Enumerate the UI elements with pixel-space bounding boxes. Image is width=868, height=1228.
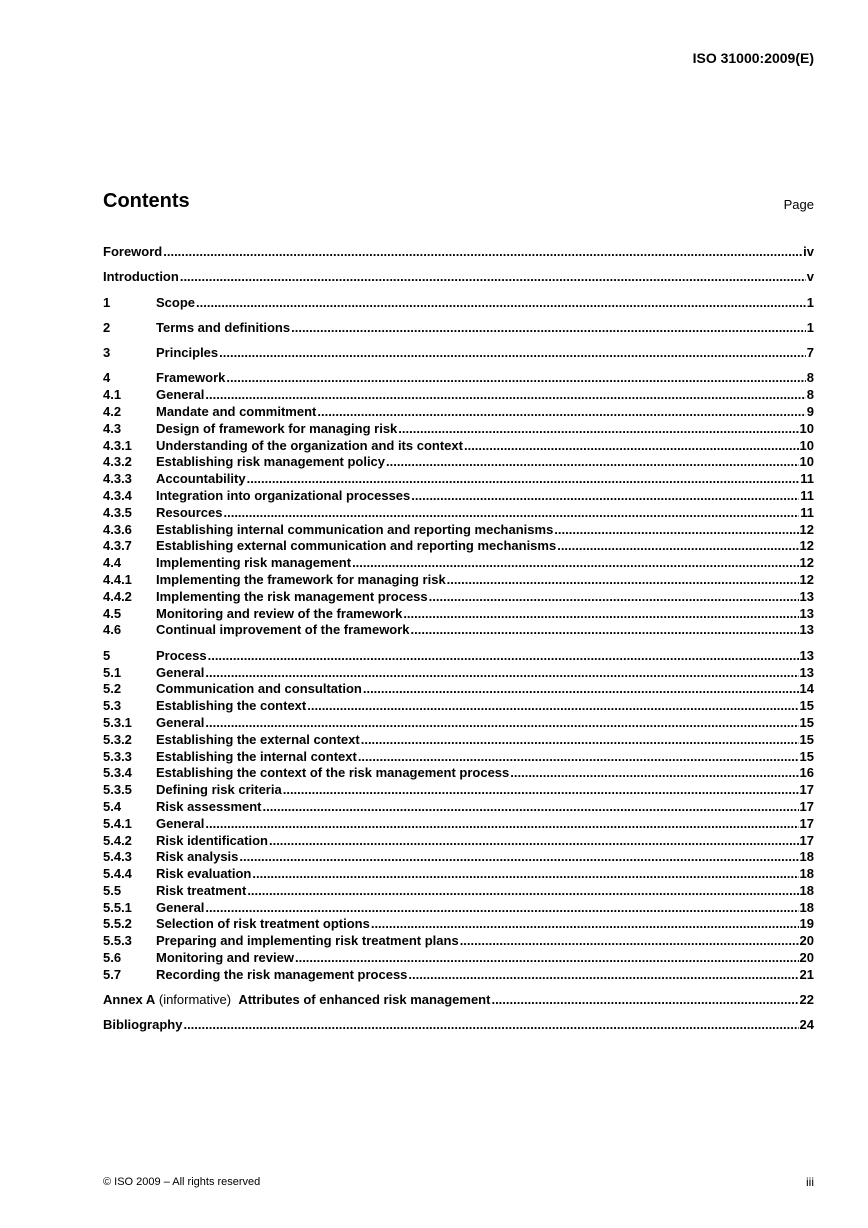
toc-entry-page: 13 — [799, 664, 814, 680]
toc-entry-page: 15 — [799, 748, 814, 764]
toc-group — [103, 269, 814, 286]
toc-entry[interactable] — [103, 505, 814, 522]
dot-leader — [411, 488, 799, 505]
toc-entry-title: Implementing the risk management process — [156, 588, 428, 604]
toc-entry-title: Understanding of the organization and its context — [156, 437, 463, 453]
toc-entry-title: Selection of risk treatment options — [156, 916, 370, 932]
annex-note: (informative) — [155, 992, 239, 1008]
toc-entry[interactable] — [103, 320, 814, 337]
toc-entry[interactable] — [103, 572, 814, 589]
dot-leader — [464, 438, 799, 455]
toc-entry-page: 20 — [799, 950, 814, 966]
toc-entry-title: Establishing external communication and reporting mechanisms — [156, 538, 557, 554]
toc-entry[interactable] — [103, 849, 814, 866]
toc-entry-title: Defining risk criteria — [156, 782, 282, 798]
toc-entry-page: 9 — [806, 404, 814, 420]
toc-entry[interactable] — [103, 715, 814, 732]
toc-entry[interactable] — [103, 681, 814, 698]
toc-entry-page: 18 — [799, 849, 814, 865]
toc-entry-number: 5.3.5 — [103, 782, 132, 798]
toc-entry-title: General — [156, 714, 205, 730]
dot-leader — [226, 370, 805, 387]
toc-entry[interactable] — [103, 454, 814, 471]
toc-entry-number: 5.7 — [103, 966, 122, 982]
dot-leader — [239, 849, 798, 866]
toc-entry-number: 5.4 — [103, 798, 122, 814]
toc-entry-title: Foreword — [103, 244, 163, 259]
toc-entry-page: 10 — [799, 454, 814, 470]
toc-entry-title: Recording the risk management process — [156, 966, 408, 982]
toc-entry[interactable] — [103, 244, 814, 261]
toc-entry-title: Communication and consultation — [156, 681, 362, 697]
toc-entry-page: 10 — [799, 437, 814, 453]
toc-entry-page: 16 — [799, 765, 814, 781]
toc-group — [103, 370, 814, 639]
toc-group — [103, 992, 814, 1009]
toc-entry-number: 4.3.4 — [103, 488, 132, 504]
toc-entry-title: Risk identification — [156, 832, 268, 848]
toc-entry-page: 17 — [799, 798, 814, 814]
dot-leader — [180, 269, 806, 286]
toc-entry[interactable] — [103, 648, 814, 665]
dot-leader — [358, 749, 799, 766]
toc-entry-title: Implementing risk management — [156, 555, 352, 571]
dot-leader — [263, 799, 799, 816]
toc-entry[interactable] — [103, 916, 814, 933]
toc-entry-number: 5.3.2 — [103, 731, 132, 747]
toc-entry-number: 4.4 — [103, 555, 122, 571]
toc-entry-page: 12 — [799, 538, 814, 554]
toc-entry[interactable] — [103, 799, 814, 816]
toc-entry[interactable] — [103, 782, 814, 799]
toc-entry-number: 5.3.3 — [103, 748, 132, 764]
toc-entry-number: 4.1 — [103, 387, 122, 403]
dot-leader — [252, 866, 798, 883]
toc-entry[interactable] — [103, 883, 814, 900]
toc-entry-number: 5.2 — [103, 681, 122, 697]
toc-entry-title: Risk treatment — [156, 882, 247, 898]
toc-entry[interactable] — [103, 967, 814, 984]
toc-entry-number: 5.4.4 — [103, 866, 132, 882]
toc-entry-number: 4.3.5 — [103, 504, 132, 520]
dot-leader — [371, 916, 799, 933]
toc-entry-title: Terms and definitions — [156, 319, 291, 335]
toc-entry-page: 11 — [800, 488, 814, 504]
toc-entry-number: 4.3 — [103, 420, 122, 436]
toc-entry-page: 1 — [806, 294, 814, 310]
dot-leader — [208, 648, 799, 665]
dot-leader — [403, 606, 798, 623]
toc-entry[interactable] — [103, 816, 814, 833]
toc-entry-title: Risk evaluation — [156, 866, 252, 882]
toc-entry-title — [103, 992, 490, 1009]
toc-entry-page: 15 — [799, 714, 814, 730]
toc-entry-number: 1 — [103, 294, 111, 310]
toc-entry-number: 5.4.3 — [103, 849, 132, 865]
toc-entry-page: 10 — [799, 420, 814, 436]
toc-entry[interactable] — [103, 665, 814, 682]
toc-entry-page: 8 — [806, 370, 814, 386]
dot-leader — [363, 681, 799, 698]
toc-entry-number: 4.4.2 — [103, 588, 132, 604]
toc-entry[interactable] — [103, 765, 814, 782]
toc-entry[interactable] — [103, 555, 814, 572]
toc-entry-page: 17 — [799, 832, 814, 848]
toc-group — [103, 244, 814, 261]
toc-entry-title: Risk analysis — [156, 849, 239, 865]
toc-entry[interactable] — [103, 866, 814, 883]
toc-group — [103, 295, 814, 312]
dot-leader — [447, 572, 799, 589]
toc-entry-number: 4.3.6 — [103, 521, 132, 537]
toc-entry-page: 17 — [799, 782, 814, 798]
dot-leader — [205, 387, 805, 404]
toc-entry-page: 22 — [799, 992, 814, 1008]
toc-entry[interactable] — [103, 421, 814, 438]
toc-entry-title: Scope — [156, 294, 196, 310]
toc-entry-number: 5.3.1 — [103, 714, 132, 730]
dot-leader — [283, 782, 799, 799]
toc-entry-page: 8 — [806, 387, 814, 403]
dot-leader — [205, 715, 798, 732]
toc-entry-title: Preparing and implementing risk treatment plans — [156, 933, 459, 949]
toc-entry-number: 5.5.2 — [103, 916, 132, 932]
toc-entry-number: 4.3.2 — [103, 454, 132, 470]
toc-entry-title: General — [156, 899, 205, 915]
toc-entry-title: General — [156, 387, 205, 403]
toc-entry-page: 21 — [799, 966, 814, 982]
toc-entry-number: 4.2 — [103, 404, 122, 420]
toc-entry[interactable] — [103, 622, 814, 639]
toc-entry-title: Establishing the context of the risk management process — [156, 765, 510, 781]
toc-entry-title: General — [156, 815, 205, 831]
toc-entry-number: 5.4.1 — [103, 815, 132, 831]
dot-leader — [491, 992, 798, 1009]
dot-leader — [247, 883, 798, 900]
toc-entry-title: Introduction — [103, 269, 179, 285]
toc-entry-title: Resources — [156, 504, 223, 520]
toc-entry-page: 18 — [799, 866, 814, 882]
dot-leader — [163, 244, 802, 261]
toc-entry-page: 13 — [799, 647, 814, 663]
toc-entry-title: Continual improvement of the framework — [156, 622, 410, 638]
toc-entry[interactable] — [103, 950, 814, 967]
toc-entry-title: Mandate and commitment — [156, 404, 317, 420]
toc-entry-number: 4.4.1 — [103, 572, 132, 588]
toc-entry-page: 20 — [799, 933, 814, 949]
toc-entry-title: Principles — [156, 345, 219, 361]
page-number: iii — [806, 1175, 814, 1189]
toc-entry-title: Bibliography — [103, 1017, 183, 1033]
dot-leader — [460, 933, 799, 950]
toc-entry-page: 13 — [799, 605, 814, 621]
toc-entry-page: 12 — [799, 521, 814, 537]
toc-group — [103, 320, 814, 337]
dot-leader — [205, 816, 798, 833]
toc-entry-page: 14 — [799, 681, 814, 697]
toc-entry[interactable] — [103, 438, 814, 455]
toc-entry-title: Establishing the internal context — [156, 748, 357, 764]
dot-leader — [386, 454, 799, 471]
toc-entry[interactable] — [103, 295, 814, 312]
toc-entry-page: v — [806, 269, 814, 285]
toc-entry-number: 5.1 — [103, 664, 122, 680]
toc-entry-page: 11 — [800, 471, 814, 487]
toc-entry[interactable] — [103, 1017, 814, 1034]
toc-entry-number: 4.3.1 — [103, 437, 132, 453]
dot-leader — [557, 538, 798, 555]
toc-entry-title: Establishing internal communication and reporting mechanisms — [156, 521, 554, 537]
toc-entry[interactable] — [103, 749, 814, 766]
toc-entry[interactable] — [103, 992, 814, 1009]
toc-entry[interactable] — [103, 833, 814, 850]
toc-entry-number: 3 — [103, 345, 111, 361]
annex-title: Attributes of enhanced risk management — [238, 992, 491, 1008]
toc-entry-title: Implementing the framework for managing risk — [156, 572, 446, 588]
toc-entry-number: 4.6 — [103, 622, 122, 638]
toc-entry[interactable] — [103, 269, 814, 286]
dot-leader — [317, 404, 805, 421]
toc-entry[interactable] — [103, 488, 814, 505]
toc-entry-number: 5 — [103, 647, 111, 663]
dot-leader — [291, 320, 806, 337]
toc-entry-number: 5.5.1 — [103, 899, 132, 915]
toc-entry-page: 7 — [806, 345, 814, 361]
toc-entry-page: 12 — [799, 572, 814, 588]
toc-entry-title: Monitoring and review of the framework — [156, 605, 403, 621]
toc-entry[interactable] — [103, 538, 814, 555]
dot-leader — [510, 765, 798, 782]
toc-entry-title: General — [156, 664, 205, 680]
toc-entry-title: Establishing risk management policy — [156, 454, 386, 470]
toc-entry-number: 4.3.7 — [103, 538, 132, 554]
dot-leader — [183, 1017, 798, 1034]
toc-group — [103, 648, 814, 984]
toc-entry[interactable] — [103, 606, 814, 623]
toc-entry-number: 5.4.2 — [103, 832, 132, 848]
toc-entry[interactable] — [103, 404, 814, 421]
contents-title: Contents — [103, 190, 190, 212]
toc-entry-title: Design of framework for managing risk — [156, 420, 398, 436]
toc-entry-page: 13 — [799, 588, 814, 604]
toc-entry-number: 4.3.3 — [103, 471, 132, 487]
dot-leader — [411, 622, 799, 639]
dot-leader — [554, 522, 798, 539]
toc-entry[interactable] — [103, 522, 814, 539]
toc-entry-title: Monitoring and review — [156, 950, 294, 966]
toc-entry[interactable] — [103, 589, 814, 606]
toc-entry-page: 17 — [799, 815, 814, 831]
toc-entry-number: 5.3.4 — [103, 765, 132, 781]
dot-leader — [205, 900, 798, 917]
toc-entry-title: Risk assessment — [156, 798, 262, 814]
toc-entry[interactable] — [103, 345, 814, 362]
toc-entry[interactable] — [103, 387, 814, 404]
dot-leader — [205, 665, 798, 682]
toc-entry-page: 13 — [799, 622, 814, 638]
toc-entry-number: 5.3 — [103, 698, 122, 714]
toc-entry-page: 15 — [799, 731, 814, 747]
toc-entry-title: Process — [156, 647, 207, 663]
toc-entry[interactable] — [103, 933, 814, 950]
dot-leader — [219, 345, 806, 362]
toc-entry-page: 18 — [799, 899, 814, 915]
toc-entry-title: Accountability — [156, 471, 246, 487]
toc-entry-number: 5.6 — [103, 950, 122, 966]
toc-entry-page: 15 — [799, 698, 814, 714]
toc-entry-page: 12 — [799, 555, 814, 571]
page-column-label: Page — [783, 197, 814, 212]
toc-group — [103, 345, 814, 362]
table-of-contents — [103, 244, 814, 1043]
toc-entry-title: Framework — [156, 370, 226, 386]
toc-entry-number: 4.5 — [103, 605, 122, 621]
toc-entry-page: 1 — [806, 319, 814, 335]
dot-leader — [429, 589, 799, 606]
toc-entry-page: 19 — [799, 916, 814, 932]
dot-leader — [408, 967, 798, 984]
dot-leader — [247, 471, 800, 488]
dot-leader — [307, 698, 798, 715]
dot-leader — [398, 421, 798, 438]
toc-entry-page: 18 — [799, 882, 814, 898]
annex-label: Annex A — [103, 992, 156, 1008]
toc-entry-page: 11 — [800, 504, 814, 520]
toc-entry[interactable] — [103, 732, 814, 749]
toc-group — [103, 1017, 814, 1034]
toc-entry-number: 5.5.3 — [103, 933, 132, 949]
toc-entry[interactable] — [103, 471, 814, 488]
toc-entry-title: Establishing the context — [156, 698, 307, 714]
toc-entry-page: iv — [803, 244, 814, 259]
toc-entry[interactable] — [103, 900, 814, 917]
toc-entry-title: Integration into organizational processes — [156, 488, 411, 504]
dot-leader — [196, 295, 806, 312]
toc-entry-title: Establishing the external context — [156, 731, 360, 747]
toc-entry-number: 4 — [103, 370, 111, 386]
dot-leader — [295, 950, 799, 967]
toc-entry-page: 24 — [799, 1017, 814, 1033]
dot-leader — [361, 732, 799, 749]
toc-entry[interactable] — [103, 698, 814, 715]
toc-entry[interactable] — [103, 370, 814, 387]
dot-leader — [269, 833, 799, 850]
copyright-notice: © ISO 2009 – All rights reserved — [103, 1176, 261, 1188]
document-header-id: ISO 31000:2009(E) — [692, 50, 814, 66]
toc-entry-number: 5.5 — [103, 882, 122, 898]
dot-leader — [352, 555, 798, 572]
dot-leader — [223, 505, 799, 522]
toc-entry-number: 2 — [103, 319, 111, 335]
